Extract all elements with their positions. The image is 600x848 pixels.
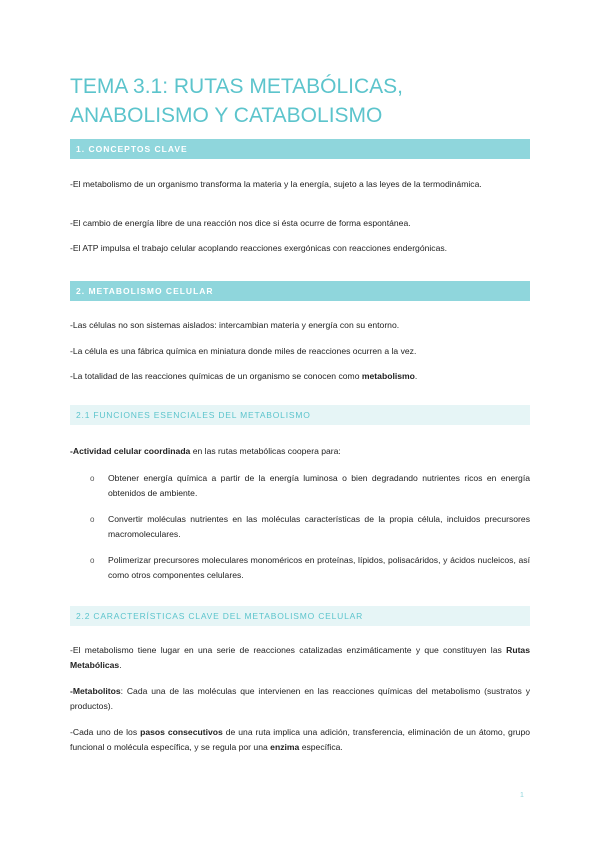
bold-term: metabolismo — [361, 371, 415, 381]
list-item-text: Polimerizar precursores moleculares monoméricos en proteínas, lípidos, polisacáridos, y ácidos nucleicos, así como otros componentes celulares. — [108, 555, 530, 580]
text-run: -Cada uno de los — [70, 727, 141, 737]
text-run: . — [119, 660, 122, 670]
section-heading-conceptos-clave: 1. CONCEPTOS CLAVE — [70, 139, 530, 159]
paragraph — [70, 369, 530, 384]
text-run: de una ruta implica una adición, transferencia, eliminación de un átomo, grupo funcional o molécula específica, y se regula por una — [70, 727, 531, 752]
bold-term: -Metabolitos — [70, 686, 121, 696]
bold-term: -Actividad celular coordinada — [70, 446, 191, 456]
bold-term: enzima — [270, 742, 300, 752]
text-run: . — [414, 371, 418, 381]
paragraph — [70, 643, 530, 673]
text-run: en las rutas metabólicas coopera para: — [190, 446, 341, 456]
list-item — [90, 553, 530, 583]
bullet-marker: o — [90, 515, 95, 524]
text-run: -El metabolismo tiene lugar en una serie de reacciones catalizadas enzimáticamente y que constituyen las — [70, 645, 507, 655]
paragraph — [70, 684, 530, 714]
paragraph: -El metabolismo de un organismo transforma la materia y la energía, sujeto a las leyes de la termodinámica. — [70, 179, 482, 189]
text-run: -La totalidad de las reacciones químicas de un organismo se conocen como — [70, 371, 362, 381]
paragraph: -El cambio de energía libre de una reacción nos dice si ésta ocurre de forma espontánea. — [70, 218, 411, 228]
paragraph — [70, 444, 530, 459]
bullet-marker: o — [90, 556, 95, 565]
paragraph — [70, 725, 530, 755]
list-item-text: Obtener energía química a partir de la energía luminosa o bien degradando nutrientes ricos en energía obtenidos de ambiente. — [108, 473, 530, 498]
bold-term: pasos consecutivos — [140, 727, 223, 737]
text-run: : Cada una de las moléculas que intervienen en las reacciones químicas del metabolismo (sustratos y productos). — [70, 686, 530, 711]
subsection-heading-funciones: 2.1 FUNCIONES ESENCIALES DEL METABOLISMO — [70, 405, 530, 425]
paragraph: -El ATP impulsa el trabajo celular acoplando reacciones exergónicas con reacciones endergónicas. — [70, 243, 448, 253]
subsection-heading-caracteristicas: 2.2 CARACTERÍSTICAS CLAVE DEL METABOLISMO CELULAR — [70, 606, 530, 626]
bullet-marker: o — [90, 474, 95, 483]
text-run: específica. — [299, 742, 343, 752]
document-title: TEMA 3.1: RUTAS METABÓLICAS, ANABOLISMO Y CATABOLISMO — [70, 75, 403, 127]
list-item-text: Convertir moléculas nutrientes en las moléculas características de la propia célula, incluidos precursores macromoleculares. — [108, 514, 530, 539]
paragraph: -La célula es una fábrica química en miniatura donde miles de reacciones ocurren a la vez. — [70, 346, 417, 356]
section-heading-metabolismo-celular: 2. METABOLISMO CELULAR — [70, 281, 530, 301]
paragraph: -Las células no son sistemas aislados: intercambian materia y energía con su entorno. — [70, 320, 400, 330]
list-item — [90, 471, 530, 501]
list-item — [90, 512, 530, 542]
bold-term: Rutas Metabólicas — [70, 645, 530, 670]
page-number: 1 — [520, 792, 524, 799]
